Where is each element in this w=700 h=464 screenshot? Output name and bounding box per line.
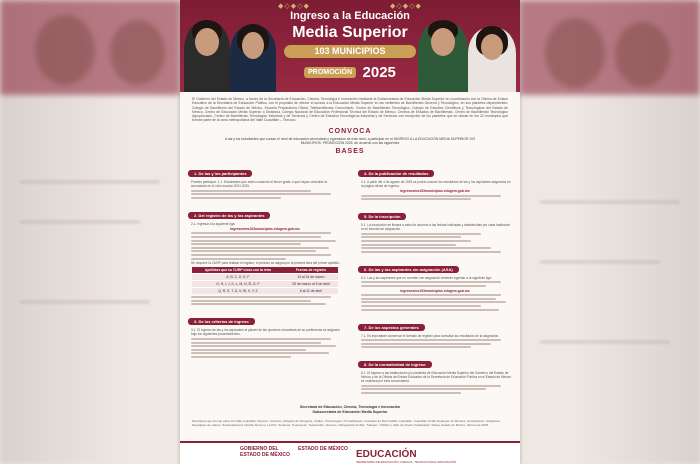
section-heading: 5. De la inscripción bbox=[358, 213, 406, 220]
signature-line1: Secretaría de Educación, Ciencia, Tecnología e Innovación bbox=[299, 405, 401, 409]
table-cell: 14 al 24 de marzo bbox=[284, 274, 338, 281]
poster-title-line1: Ingreso a la Educación bbox=[290, 10, 410, 22]
bases-right-column bbox=[358, 162, 512, 399]
student-photo bbox=[468, 28, 516, 92]
section-text: 2.1. Ingresar a la siguiente liga: bbox=[191, 221, 236, 226]
educacion-subtitle: SECRETARÍA DE EDUCACIÓN, CIENCIA, TECNOLOGÍA E INNOVACIÓN bbox=[356, 460, 457, 464]
section-heading: 7. De los aspectos generales bbox=[358, 324, 425, 331]
section-participantes bbox=[188, 162, 342, 199]
promotion-year: 2025 bbox=[362, 64, 396, 82]
bases-heading: BASES bbox=[335, 148, 365, 155]
sin-asignacion-link[interactable]: ingresoems103municipios.edugem.gob.mx bbox=[400, 288, 470, 293]
municipios-badge: 103 MUNICIPIOS bbox=[284, 45, 416, 58]
table-cell: G, H, I, J, K, L, M, N, Ñ, O, P bbox=[192, 281, 284, 288]
background-photo-blur bbox=[615, 22, 670, 87]
promotion-label: PROMOCIÓN bbox=[304, 67, 356, 78]
table-cell: A, B, C, D, E, F bbox=[192, 274, 284, 281]
table-cell: Q, R, S, T, U, V, W, X, Y, Z bbox=[192, 288, 284, 295]
gobierno-logo: GOBIERNO DEL ESTADO DE MÉXICO bbox=[240, 446, 290, 458]
registro-link[interactable]: ingresoems103municipios.edugem.gob.mx bbox=[230, 226, 300, 231]
background-text-blur bbox=[20, 300, 150, 304]
convoca-paragraph: A las y los estudiantes que cursan el nivel de educación secundaria y egresados de este nivel, a participar en el INGRESO A LA EDUCACIÓN MEDIA SUPERIOR 103 MUNICIPIOS. PROMOCIÓN 2025, de acuerdo con las siguientes bbox=[224, 137, 476, 146]
footnote: Municipios que forman parte del Valle Cuautitlán-Texcoco: Acolman, Atizapán de Zaragoza, Chalco, Chicoloapan, Chimalhuacán, Coacalco de Berriozábal, Cuautitlán, Cuautitlán Izcalli, Ecatepec de Morelos, Huixquilucan, Ixtapaluca, Naucalpan de Juárez, Nezahualcóyotl, Nicolás Romero, La Paz, Tecámac, Teoloyucan, Tepotzotlán, Texcoco, Tlalnepantla de Baz, Tultepec, Tultitlán y Valle de Chalco Solidaridad. Toluca, Estado de México, febrero de 2025. bbox=[192, 419, 501, 427]
table-row bbox=[192, 288, 338, 295]
section-heading: 6. De las y los aspirantes sin asignación (ASA) bbox=[358, 266, 459, 273]
background-text-blur bbox=[540, 260, 660, 264]
section-text: 4.1. A partir del 4 de agosto de 2025 se podrá conocer los resultados de las y los aspirantes asignados en la página oficial de ingreso: bbox=[361, 180, 511, 188]
section-text: 3.1. El ingreso de las y los aspirantes al plantel de las opciones educativas de su preferencia se asignará bajo los siguientes procedimientos. bbox=[191, 328, 340, 337]
section-heading: 8. De la normatividad de ingreso bbox=[358, 361, 432, 368]
section-text: Pueden participar: 1.1. Estudiantes que estén cursando el tercer grado o que hayan concluido la secundaria en el ciclo escolar 2024-2025. bbox=[191, 180, 328, 188]
section-sin-asignacion bbox=[358, 258, 512, 311]
section-criterios bbox=[188, 310, 342, 358]
section-inscripcion bbox=[358, 205, 512, 253]
section-text: 7.1. Es importante conservar el formato de registro para consultar los resultados de la asignación. bbox=[361, 333, 500, 338]
signature-line2: Subsecretaría de Educación Media Superior bbox=[312, 409, 388, 414]
header-banner bbox=[180, 0, 520, 92]
section-registro bbox=[188, 204, 342, 306]
section-heading: 3. De los criterios de ingreso bbox=[188, 318, 255, 325]
section-text: 8.1. El ingreso a las instituciones y/o planteles de Educación Media Superior del Gobierno del Estado de México y de la Oficina de Enlace Educativo de la Secretaría de Educación Pública en el Estado de México se realizará por esta convocatoria. bbox=[361, 371, 512, 384]
background-text-blur bbox=[540, 200, 680, 204]
bases-left-column bbox=[188, 162, 342, 363]
resultados-link[interactable]: ingresoems103municipios.edugem.gob.mx bbox=[400, 189, 470, 193]
table-row bbox=[192, 281, 338, 288]
footer-logos bbox=[180, 441, 520, 464]
decorative-pattern: ◆◇◆◇◆ bbox=[278, 3, 310, 10]
background-photo-blur bbox=[110, 20, 165, 85]
decorative-pattern: ◆◇◆◇◆ bbox=[390, 3, 422, 10]
section-heading: 1. De las y los participantes bbox=[188, 170, 252, 177]
section-heading: 4. De la publicación de resultados bbox=[358, 170, 434, 177]
section-resultados bbox=[358, 162, 512, 200]
estado-mexico-logo: ESTADO DE MÉXICO bbox=[298, 446, 348, 452]
background-text-blur bbox=[20, 180, 160, 184]
section-heading: 2. Del registro de las y los aspirantes bbox=[188, 212, 270, 219]
section-note: Se requiere la CURP para realizar el registro; el periodo se asigna por la primera letra del primer apellido. bbox=[191, 261, 340, 266]
convocatoria-poster bbox=[180, 0, 520, 464]
table-header: Apellidos que su CURP inicia con la letra bbox=[192, 267, 284, 274]
promotion-badge bbox=[292, 64, 408, 82]
table-cell: 6 al 11 de abril bbox=[284, 288, 338, 295]
background-text-blur bbox=[540, 340, 670, 344]
table-header: Fechas de registro bbox=[284, 267, 338, 274]
section-aspectos-generales bbox=[358, 316, 512, 349]
section-text: 5.1. La inscripción se llevará a cabo de acuerdo a las fechas indicadas y establecidas por cada institución en el formato de asignación. bbox=[361, 223, 511, 232]
educacion-logo: EDUCACIÓN bbox=[356, 449, 417, 460]
convoca-heading: CONVOCA bbox=[328, 128, 372, 135]
table-cell: 25 de marzo al 5 de abril bbox=[284, 281, 338, 288]
signature-block bbox=[250, 405, 450, 414]
background-photo-blur bbox=[35, 15, 95, 85]
section-normatividad bbox=[358, 353, 512, 394]
table-row bbox=[192, 274, 338, 281]
section-text: 6.1. Las y los aspirantes que no cuenten con asignación deberán ingresar a la siguiente liga: bbox=[361, 275, 492, 280]
student-photo bbox=[230, 26, 276, 92]
registration-dates-table bbox=[192, 267, 338, 294]
intro-paragraph: El Gobierno del Estado de México, a través de la Secretaría de Educación, Ciencia, Tecnología e Innovación mediante la Subsecretaría de Educación Media Superior en coordinación con la Oficina de Enlace Educativo de la Secretaría de Educación Pública, con el propósito de ofrecer el acceso a la Educación Media Superior en las vertientes de Bachillerato General y Tecnológico, en sus planteles dependientes: Colegio de Bachilleres del Estado de México, Escuela Preparatoria Oficial, Telebachillerato Comunitario, Centro de Bachillerato Tecnológico, Colegio de Estudios Científicos y Tecnológicos del Estado de México, Centro de Educación Media Superior a Distancia, Colegio Nacional de Educación Profesional Técnica del Estado de México, Centros de Estudios de Bachillerato, Centro de Bachillerato Tecnológico Agropecuario, Centro de Bachillerato Tecnológico Industrial y de Servicios y Centro de Estudios Tecnológicos Industrial y de Servicios con excepción de los planteles que se ubican en los 22 municipios que forman parte de la zona metropolitana del Valle Cuautitlán – Texcoco. bbox=[192, 97, 508, 123]
background-photo-blur bbox=[545, 18, 605, 88]
background-text-blur bbox=[20, 220, 140, 224]
student-photo bbox=[184, 22, 230, 92]
poster-title-line2: Media Superior bbox=[292, 24, 408, 41]
